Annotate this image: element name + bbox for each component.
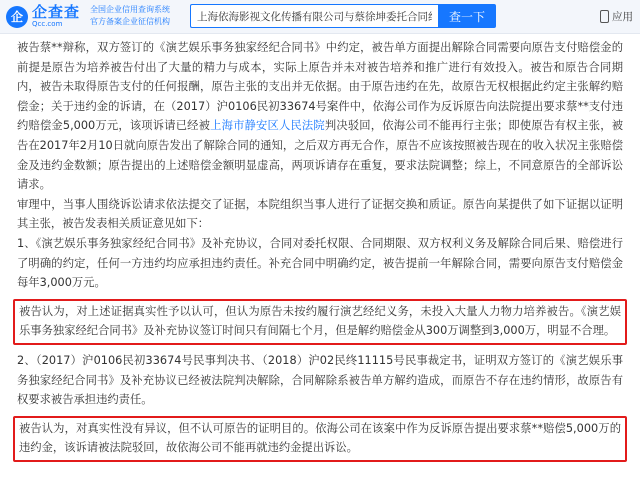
court-link[interactable]: 上海市静安区人民法院 (210, 119, 325, 133)
site-header (0, 0, 640, 34)
judgment-document (17, 38, 623, 468)
app-link[interactable] (600, 9, 633, 24)
paragraph-text: 被告蔡**辩称，双方签订的《演艺娱乐事务独家经纪合同书》中约定，被告单方面提出解除合同需要向原告支付赔偿金的前提是原告为培养被告付出了大量的精力与成本，实际上原告并未对被告培养和推广进行有效投入。被告和原告合同期内，被告未取得原告支付的任何报酬，原告主张的支出并无依据。由于原告违约在先，故原告无权根据此约定主张解约赔偿金；关于违约金的诉请，在（2017）沪0106民初33674号案件中，依海公司作为反诉原告向法院提出要求蔡**支付违约赔偿金5,000万元，该项诉请已经被 (17, 41, 623, 133)
app-label: 应用 (612, 11, 633, 23)
qcc-logo-icon: 企 (6, 6, 28, 28)
highlighted-opinion-2: 被告认为，对真实性没有异议，但不认可原告的证明目的。依海公司在该案中作为反诉原告提出要求蔡**赔偿5,000万的违约金，该诉请被法院驳回，故依海公司不能再就违约金提出诉讼。 (13, 416, 627, 462)
search-box (190, 4, 438, 28)
logo-name: 企查查 (32, 3, 81, 21)
search-button[interactable]: 查一下 (438, 4, 496, 28)
qcc-logo[interactable] (6, 4, 80, 29)
logo-domain: Qcc.com (32, 20, 63, 28)
highlighted-opinion-1: 被告认为，对上述证据真实性予以认可，但认为原告未按约履行演艺经纪义务，未投入大量人力物力培养被告。《演艺娱乐事务独家经纪合同书》及补充协议签订时间只有间隔七个月，但是解约赔偿金从300万调整到3,000万，明显不合理。 (13, 299, 627, 345)
phone-icon (600, 10, 609, 23)
tagline-line-2: 官方备案企业征信机构 (90, 17, 170, 26)
evidence-item-1: 1、《演艺娱乐事务独家经纪合同书》及补充协议，合同对委托权限、合同期限、双方权利义务及解除合同后果、赔偿进行了明确的约定，任何一方违约均应承担违约责任。补充合同中明确约定，被告提前一年解除合同，需要向原告支付赔偿金每年3,000万元。 (17, 236, 623, 290)
tagline-line-1: 全国企业信用查询系统 (90, 5, 170, 14)
paragraph-text: 判决驳回，依海公司不能再行主张；即使原告有权主张，被告在2017年2月10日就向原告发出了解除合同的通知，之后双方再无合作，原告不应该按照被告现在的收入状况主张赔偿金及违约金数额；原告提出的上述赔偿金额明显虚高，两项诉请存在重复，要求法院调整；综上，不同意原告的全部诉讼请求。 (17, 119, 623, 192)
search-input[interactable] (191, 6, 438, 28)
site-tagline (90, 4, 188, 28)
evidence-item-2: 2、（2017）沪0106民初33674号民事判决书、（2018）沪02民终11115号民事裁定书，证明双方签订的《演艺娱乐事务独家经纪合同书》及补充协议已经被法院判决解除，合同解除系被告单方解约造成，而原告不存在违约情形，故原告有权要求被告承担违约责任。 (17, 353, 623, 407)
trial-paragraph: 审理中，当事人围绕诉讼请求依法提交了证据，本院组织当事人进行了证据交换和质证。原告向某提供了如下证据以证明其主张，被告发表相关质证意见如下： (17, 197, 623, 231)
defendant-argument-paragraph (17, 38, 623, 195)
logo-text-block (32, 5, 80, 28)
